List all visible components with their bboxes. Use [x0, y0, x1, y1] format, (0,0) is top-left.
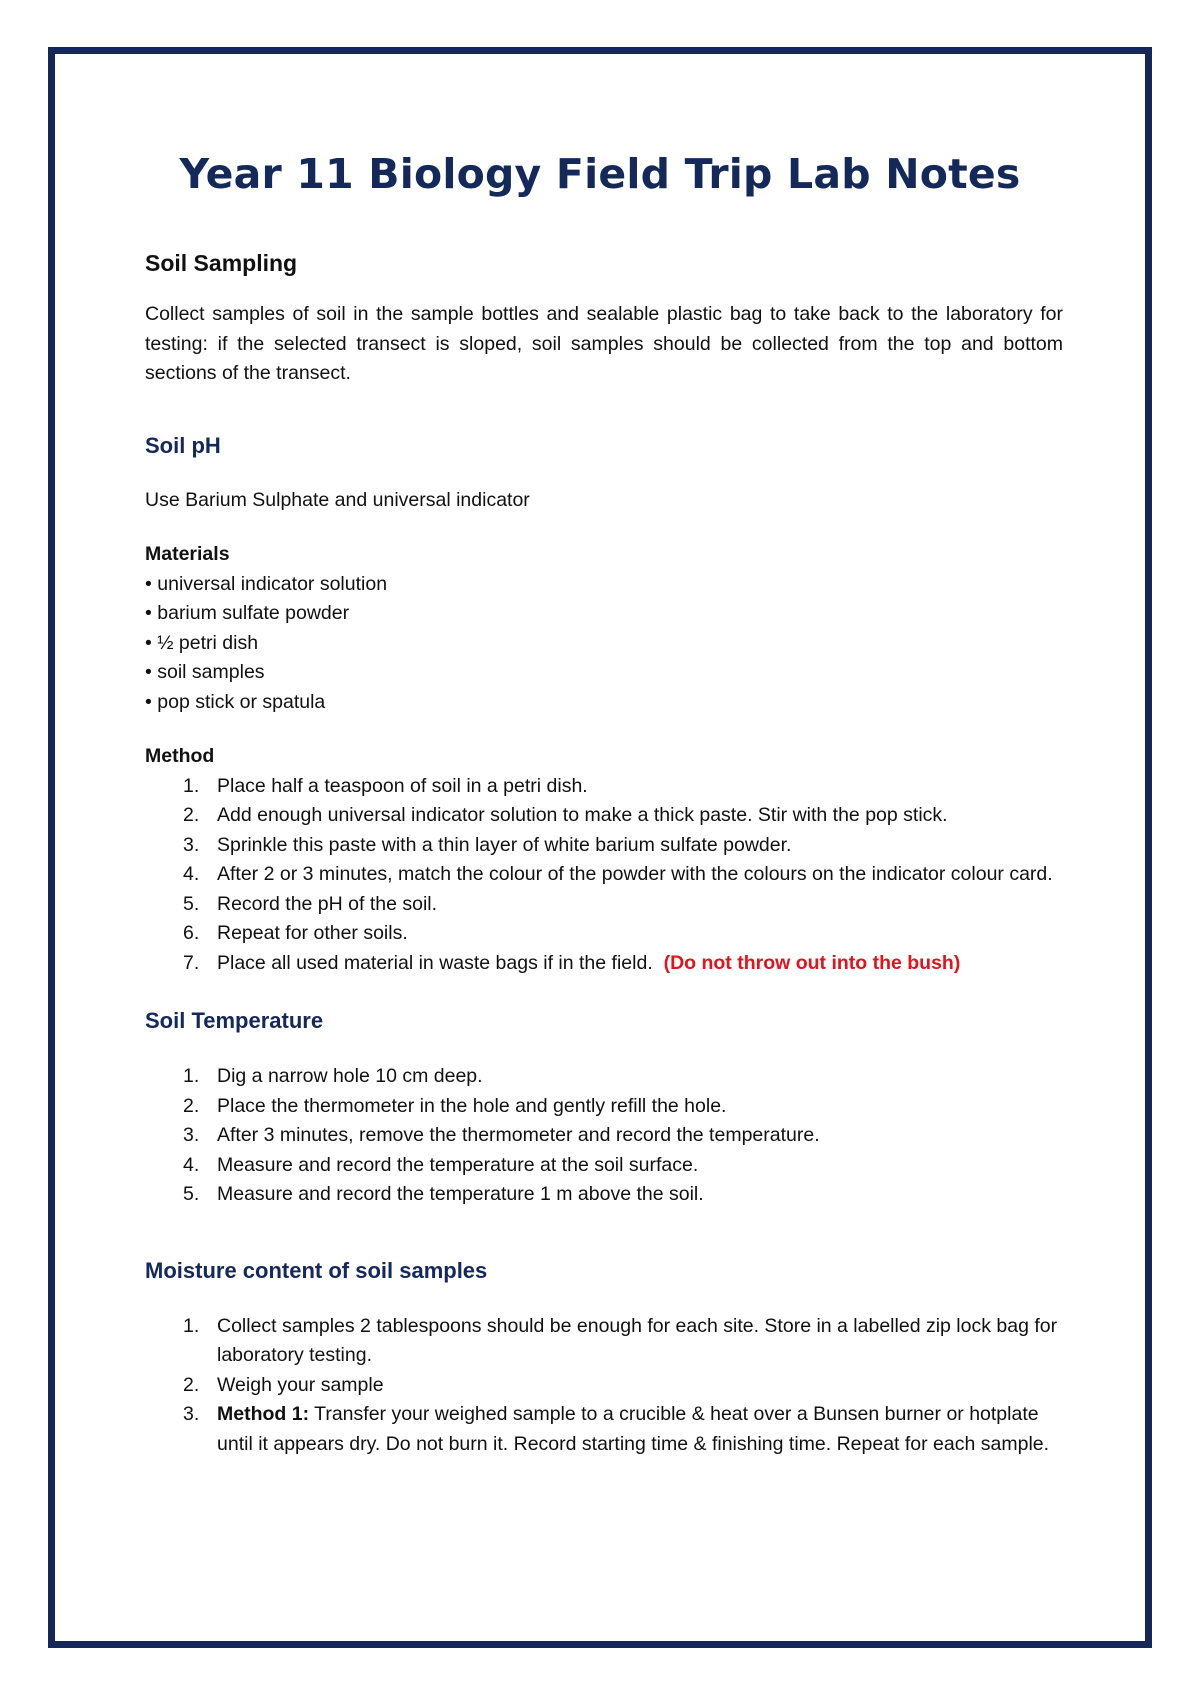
moisture-steps — [145, 1312, 1063, 1460]
soil-ph-heading: Soil pH — [145, 432, 221, 458]
step-text: Place all used material in waste bags if in the field. — [217, 951, 653, 974]
step-number: 1. — [183, 1314, 200, 1337]
materials-list — [145, 570, 1063, 718]
step-number: 7. — [183, 951, 200, 974]
step-text: Place the thermometer in the hole and gently refill the hole. — [217, 1094, 727, 1117]
list-item — [145, 890, 1063, 920]
step-text: Repeat for other soils. — [217, 922, 408, 944]
step-number: 2. — [183, 804, 200, 826]
method-heading: Method — [145, 745, 215, 767]
moisture-heading: Moisture content of soil samples — [145, 1257, 488, 1283]
soil-ph-intro: Use Barium Sulphate and universal indicator — [145, 488, 530, 511]
list-item: • pop stick or spatula — [145, 688, 1063, 718]
soil-sampling-text: Collect samples of soil in the sample bottles and sealable plastic bag to take back to the laboratory for testing: if the selected transect is sloped, soil samples should be collected from the top and bottom sections of the transect. — [145, 303, 1063, 384]
list-item: • soil samples — [145, 658, 1063, 688]
list-item — [145, 1121, 1063, 1151]
step-text: Sprinkle this paste with a thin layer of white barium sulfate powder. — [217, 833, 792, 856]
list-item — [145, 1062, 1063, 1092]
step-text: Measure and record the temperature at the soil surface. — [217, 1153, 699, 1176]
list-item — [145, 1151, 1063, 1181]
temperature-steps — [145, 1062, 1063, 1210]
step-text: After 2 or 3 minutes, match the colour of the powder with the colours on the indicator colour card. — [217, 863, 1053, 885]
list-item: • barium sulfate powder — [145, 599, 1063, 629]
step-number: 4. — [183, 1153, 200, 1176]
step-number: 3. — [183, 833, 200, 856]
list-item — [145, 919, 1063, 949]
list-item — [145, 949, 1063, 979]
step-number: 5. — [183, 892, 200, 915]
list-item — [145, 1400, 1063, 1459]
step-text: Collect samples 2 tablespoons should be enough for each site. Store in a labelled zip lock bag for laboratory testing. — [217, 1314, 1058, 1366]
soil-temperature-heading: Soil Temperature — [145, 1008, 324, 1033]
page-title: Year 11 Biology Field Trip Lab Notes — [179, 150, 1021, 198]
step-number: 3. — [183, 1403, 200, 1425]
step-number: 1. — [183, 774, 200, 797]
list-item — [145, 801, 1063, 831]
step-text: Dig a narrow hole 10 cm deep. — [217, 1065, 483, 1087]
materials-heading: Materials — [145, 543, 230, 565]
step-text: After 3 minutes, remove the thermometer and record the temperature. — [217, 1124, 820, 1146]
step-number: 2. — [183, 1373, 200, 1396]
step-text: Transfer your weighed sample to a crucible & heat over a Bunsen burner or hotplate until it appears dry. Do not burn it. Record starting time & finishing time. Repeat for each sample. — [217, 1403, 1050, 1455]
list-item — [145, 1312, 1063, 1371]
list-item — [145, 1180, 1063, 1210]
step-text: Weigh your sample — [217, 1373, 384, 1396]
step-number: 1. — [183, 1065, 200, 1087]
list-item: • universal indicator solution — [145, 570, 1063, 600]
list-item — [145, 772, 1063, 802]
step-text: Measure and record the temperature 1 m above the soil. — [217, 1183, 704, 1205]
step-number: 5. — [183, 1183, 200, 1205]
step-number: 6. — [183, 922, 200, 944]
list-item — [145, 831, 1063, 861]
step-text: Add enough universal indicator solution to make a thick paste. Stir with the pop stick. — [217, 804, 948, 826]
method-label: Method 1: — [217, 1403, 310, 1425]
soil-sampling-heading: Soil Sampling — [145, 250, 298, 276]
method-list — [145, 772, 1063, 979]
step-text: Place half a teaspoon of soil in a petri dish. — [217, 774, 588, 797]
list-item — [145, 860, 1063, 890]
list-item — [145, 1371, 1063, 1401]
step-text: Record the pH of the soil. — [217, 892, 438, 915]
warning-note: (Do not throw out into the bush) — [663, 951, 961, 974]
list-item — [145, 1092, 1063, 1122]
step-number: 3. — [183, 1124, 200, 1146]
document-body — [145, 248, 1063, 1459]
step-number: 2. — [183, 1094, 200, 1117]
list-item: • ½ petri dish — [145, 629, 1063, 659]
step-number: 4. — [183, 863, 200, 885]
